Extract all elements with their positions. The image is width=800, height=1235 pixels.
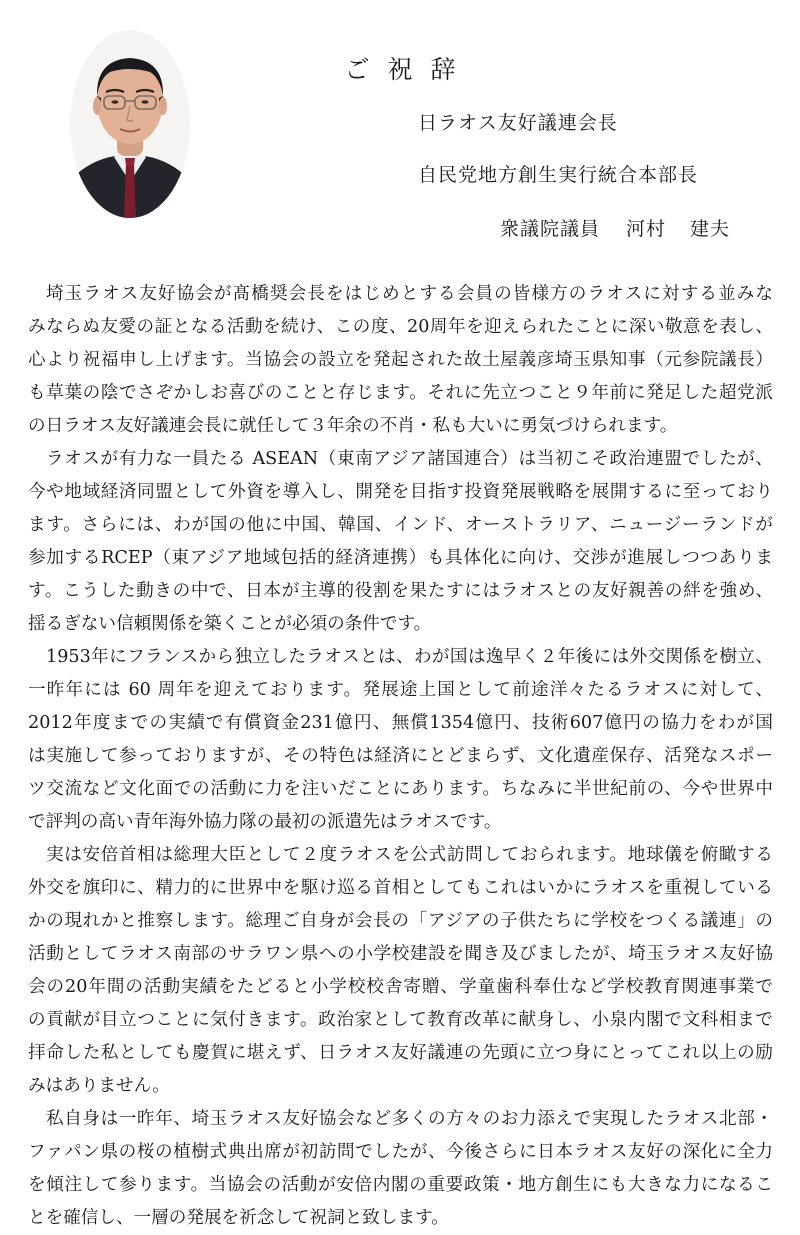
body-line: 2012年度までの実績で有償資金231億円、無償1354億円、技術607億円の協力をわが国	[28, 713, 773, 733]
message-body	[28, 278, 773, 1235]
body-line: 実は安倍首相は総理大臣として２度ラオスを公式訪問しておられます。地球儀を俯瞰する	[46, 845, 773, 865]
body-line: ラオスが有力な一員たる ASEAN（東南アジア諸国連合）は当初こそ政治連盟でしたが、	[46, 449, 773, 469]
signer-office: 衆議院議員	[500, 218, 601, 240]
body-line: も草葉の陰でさぞかしお喜びのことと存じます。それに先立つこと９年前に発足した超党派	[28, 383, 773, 403]
body-line: 今や地域経済同盟として外資を導入し、開発を目指す投資発展戦略を展開するに至っており	[28, 482, 773, 502]
body-line: みならぬ友愛の証となる活動を続け、この度、20周年を迎えられたことに深い敬意を表し、	[28, 317, 773, 337]
signer-given-name: 建夫	[690, 218, 731, 240]
signer-affiliation-2: 自民党地方創生実行統合本部長	[418, 164, 699, 186]
body-line: ファパン県の桜の植樹式典出席が初訪問でしたが、今後さらに日本ラオス友好の深化に全力	[28, 1142, 773, 1162]
body-line: 外交を旗印に、精力的に世界中を駆け巡る首相としてもこれはいかにラオスを重視している	[28, 878, 773, 898]
signer-affiliation-1: 日ラオス友好議連会長	[418, 112, 618, 134]
body-line: 一昨年には 60 周年を迎えております。発展途上国として前途洋々たるラオスに対して、	[28, 680, 773, 700]
body-line: ます。さらには、わが国の他に中国、韓国、インド、オーストラリア、ニュージーランドが	[28, 515, 773, 535]
body-line: 1953年にフランスから独立したラオスとは、わが国は逸早く２年後には外交関係を樹立、	[46, 647, 773, 667]
body-line: とを確信し、一層の発展を祈念して祝詞と致します。	[28, 1208, 449, 1228]
body-line: 埼玉ラオス友好協会が髙橋奨会長をはじめとする会員の皆様方のラオスに対する並みな	[46, 284, 773, 304]
body-line: で評判の高い青年海外協力隊の最初の派遣先はラオスです。	[28, 812, 502, 832]
body-line: は実施して参っておりますが、その特色は経済にとどまらず、文化遺産保存、活発なスポー	[28, 746, 773, 766]
body-line: 揺るぎない信頼関係を築くことが必須の条件です。	[28, 614, 432, 634]
body-line: の貢献が目立つことに気付きます。政治家として教育改革に献身し、小泉内閣で文科相まで	[28, 1010, 773, 1030]
body-line: 私自身は一昨年、埼玉ラオス友好協会など多くの方々のお力添えで実現したラオス北部・	[46, 1109, 773, 1129]
body-line: 拝命した私としても慶賀に堪えず、日ラオス友好議連の先頭に立つ身にとってこれ以上の励	[28, 1043, 773, 1063]
body-line: ツ交流など文化面での活動に力を注いだことにあります。ちなみに半世紀前の、今や世界中	[28, 779, 773, 799]
body-line: 心より祝福申し上げます。当協会の設立を発起された故土屋義彦埼玉県知事（元参院議長）	[28, 350, 773, 370]
body-line: 会の20年間の活動実績をたどると小学校校舎寄贈、学童歯科奉仕など学校教育関連事業で	[28, 977, 773, 997]
body-line: みはありません。	[28, 1076, 170, 1096]
body-line: の日ラオス友好議連会長に就任して３年余の不肖・私も大いに勇気づけられます。	[28, 416, 678, 436]
body-line: かの現れかと推察します。総理ご自身が会長の「アジアの子供たちに学校をつくる議連」の	[28, 911, 773, 931]
body-line: す。こうした動きの中で、日本が主導的役割を果たすにはラオスとの友好親善の絆を強め、	[28, 581, 773, 601]
body-line: を傾注して参ります。当協会の活動が安倍内閣の重要政策・地方創生にも大きな力になるこ	[28, 1175, 773, 1195]
body-line: 活動としてラオス南部のサラワン県への小学校建設を聞き及びましたが、埼玉ラオス友好協	[28, 944, 773, 964]
document-title: ご祝辞	[344, 55, 474, 84]
signer-family-name: 河村	[626, 218, 667, 240]
body-line: 参加するRCEP（東アジア地域包括的経済連携）も具体化に向け、交渉が進展しつつありま	[28, 548, 773, 568]
signer-line	[500, 214, 730, 241]
